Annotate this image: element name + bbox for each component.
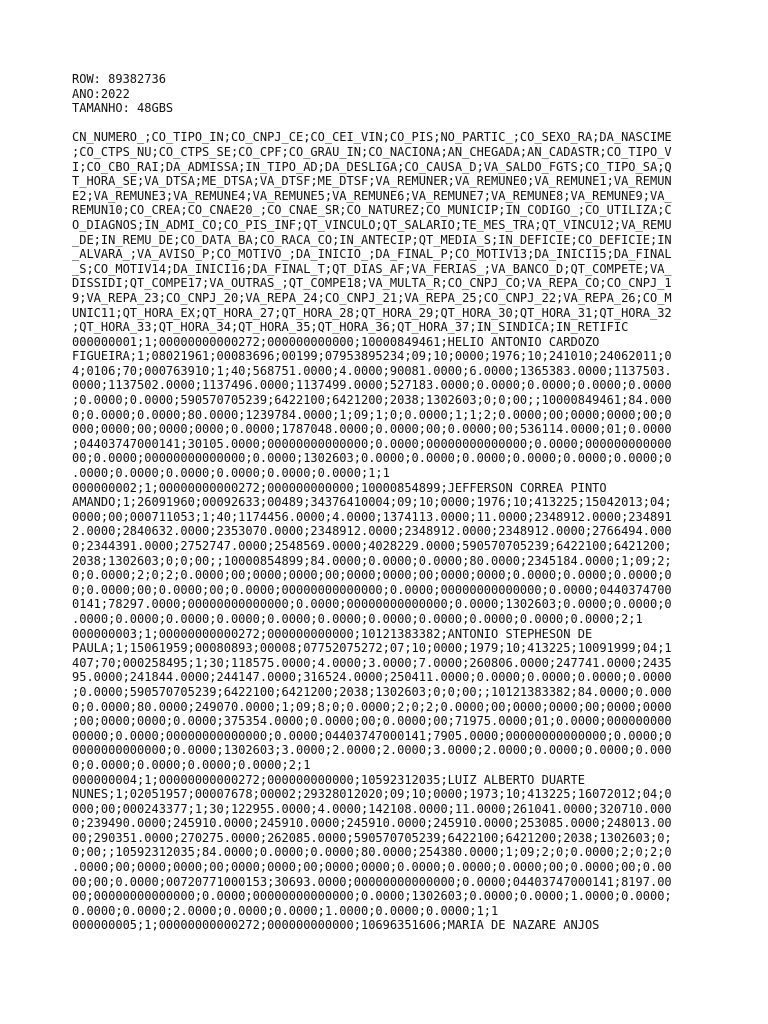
record-line: 0000000000000;0.0000;1302603;3.0000;2.0000;2.0000;3.0000;2.0000;0.0000;0.0000;0.000 — [72, 743, 672, 758]
header-line: CN_NUMERO_;CO_TIPO_IN;CO_CNPJ_CE;CO_CEI_VIN;CO_PIS;NO_PARTIC_;CO_SEXO_RA;DA_NASCIME — [72, 130, 672, 145]
record-line: 0141;78297.0000;00000000000000;0.0000;00000000000000;0.0000;1302603;0.0000;0.0000;0 — [72, 597, 672, 612]
header-line: O_DIAGNOS;IN_ADMI_CO;CO_PIS_INF;QT_VINCULO;QT_SALARIO;TE_MES_TRA;QT_VINCU12;VA_REMU — [72, 217, 672, 232]
record-line: 0;2344391.0000;2752747.0000;2548569.0000;4028229.0000;590570705239;6422100;6421200; — [72, 539, 672, 553]
header-line: ;QT_HORA_33;QT_HORA_34;QT_HORA_35;QT_HORA_36;QT_HORA_37;IN_SINDICA;IN_RETIFIC — [72, 320, 629, 335]
record-line: 00;00000000000000;0.0000;00000000000000;0.0000;1302603;0.0000;0.0000;1.0000;0.0000; — [72, 889, 672, 904]
header-line: 9;VA_REPA_23;CO_CNPJ_20;VA_REPA_24;CO_CNPJ_21;VA_REPA_25;CO_CNPJ_22;VA_REPA_26;CO_M — [72, 290, 672, 305]
header-line: _ALVARA_;VA_AVISO_P;CO_MOTIVO_;DA_INICIO_;DA_FINAL_P;CO_MOTIV13;DA_INICI15;DA_FINAL — [72, 247, 672, 262]
record-line: .0000;00;0000;0000;00;0000;0000;00;0000;0000;0.0000;0.0000;0.0000;00;0.0000;00;0.00 — [72, 860, 672, 875]
record-line: 0;0.0000;00;0.0000;00;0.0000;00000000000000;0.0000;00000000000000;0.0000;0440374700 — [72, 582, 672, 597]
header-line: ;CO_CTPS_NU;CO_CTPS_SE;CO_CPF;CO_GRAU_IN;CO_NACIONA;AN_CHEGADA;AN_CADASTR;CO_TIPO_V — [72, 144, 672, 159]
blank-line — [72, 116, 712, 131]
record-line: ;00;0000;0000;0.0000;375354.0000;0.0000;00;0.0000;00;71975.0000;01;0.0000;000000000 — [72, 714, 672, 729]
record-line: 0;239490.0000;245910.0000;245910.0000;245910.0000;245910.0000;253085.0000;248013.00 — [72, 816, 672, 831]
record-line: 000000003;1;00000000000272;000000000000;10121383382;ANTONIO STEPHESON DE — [72, 626, 593, 641]
record-line: 00;290351.0000;270275.0000;262085.0000;590570705239;6422100;6421200;2038;1302603;0; — [72, 830, 672, 845]
record-line: 000000002;1;00000000000272;000000000000;10000854899;JEFFERSON CORREA PINTO — [72, 480, 607, 495]
record-line: 000000005;1;00000000000272;000000000000;10696351606;MARIA DE NAZARE ANJOS — [72, 918, 600, 933]
record-line: NUNES;1;02051957;00007678;00002;29328012020;09;10;0000;1973;10;413225;16072012;04;0 — [72, 787, 672, 802]
year-label: ANO:2022 — [72, 86, 130, 101]
row-label: ROW: 89382736 — [72, 72, 166, 86]
header-line: E2;VA_REMUNE3;VA_REMUNE4;VA_REMUNE5;VA_REMUNE6;VA_REMUNE7;VA_REMUNE8;VA_REMUNE9;VA_ — [72, 188, 672, 203]
records-block — [72, 335, 712, 933]
record-line: ;0.0000;590570705239;6422100;6421200;2038;1302603;0;0;00;;10121383382;84.0000;0.000 — [72, 684, 672, 699]
record-line: 00;00;0.0000;00720771000153;30693.0000;00000000000000;0.0000;04403747000141;8197.00 — [72, 874, 672, 889]
record-line: 00;0.0000;00000000000000;0.0000;1302603;0.0000;0.0000;0.0000;0.0000;0.0000;0.0000;0 — [72, 451, 672, 466]
record-line: PAULA;1;15061959;00080893;00008;07752075272;07;10;0000;1979;10;413225;10091999;04;1 — [72, 641, 672, 656]
record-line: ;0.0000;0.0000;590570705239;6422100;6421200;2038;1302603;0;0;00;;10000849461;84.000 — [72, 393, 672, 408]
header-line: _DE;IN_REMU_DE;CO_DATA_BA;CO_RACA_CO;IN_ANTECIP;QT_MEDIA_S;IN_DEFICIE;CO_DEFICIE;IN — [72, 232, 672, 247]
record-line: 000000001;1;00000000000272;000000000000;10000849461;HELIO ANTONIO CARDOZO — [72, 334, 600, 349]
record-line: 2.0000;2840632.0000;2353070.0000;2348912.0000;2348912.0000;2348912.0000;2766494.000 — [72, 524, 672, 539]
record-line: 000;00;000243377;1;30;122955.0000;4.0000;142108.0000;11.0000;261041.0000;320710.000 — [72, 801, 672, 816]
header-line: _S;CO_MOTIV14;DA_INICI16;DA_FINAL_T;QT_DIAS_AF;VA_FERIAS_;VA_BANCO_D;QT_COMPETE;VA_ — [72, 261, 672, 276]
record-line: 0;0.0000;0.0000;0.0000;0.0000;2;1 — [72, 757, 311, 772]
record-line: 0;0.0000;2;0;2;0.0000;00;0000;0000;00;0000;0000;00;0000;0000;0.0000;0.0000;0.0000;0 — [72, 568, 672, 583]
record-line: 0;00;;10592312035;84.0000;0.0000;0.0000;80.0000;254380.0000;1;09;2;0;0.0000;2;0;2;0 — [72, 845, 672, 860]
header-line: UNIC11;QT_HORA_EX;QT_HORA_27;QT_HORA_28;QT_HORA_29;QT_HORA_30;QT_HORA_31;QT_HORA_32 — [72, 305, 672, 320]
record-line: 4;0106;70;000763910;1;40;568751.0000;4.0000;90081.0000;6.0000;1365383.0000;1137503. — [72, 363, 672, 378]
column-header-block — [72, 130, 712, 334]
record-line: 0;0.0000;0.0000;80.0000;1239784.0000;1;09;1;0;0.0000;1;1;2;0.0000;00;0000;0000;00;0 — [72, 407, 672, 422]
document-page — [72, 72, 712, 933]
record-line: 000;0000;00;0000;0000;0.0000;1787048.0000;0.0000;00;0.0000;00;536114.0000;01;0.0000 — [72, 422, 672, 437]
record-line: 0000;00;000711053;1;40;1174456.0000;4.0000;1374113.0000;11.0000;2348912.0000;234891 — [72, 509, 672, 524]
record-line: 000000004;1;00000000000272;000000000000;10592312035;LUIZ ALBERTO DUARTE — [72, 772, 585, 787]
record-line: AMANDO;1;26091960;00092633;00489;34376410004;09;10;0000;1976;10;413225;15042013;04; — [72, 495, 672, 510]
header-line: T_HORA_SE;VA_DTSA;ME_DTSA;VA_DTSF;ME_DTSF;VA_REMUNER;VA_REMUNE0;VA_REMUNE1;VA_REMUN — [72, 174, 672, 189]
header-line: I;CO_CBO_RAI;DA_ADMISSA;IN_TIPO_AD;DA_DESLIGA;CO_CAUSA_D;VA_SALDO_FGTS;CO_TIPO_SA;Q — [72, 159, 672, 174]
record-line: 407;70;000258495;1;30;118575.0000;4.0000;3.0000;7.0000;260806.0000;247741.0000;2435 — [72, 655, 672, 670]
record-line: FIGUEIRA;1;08021961;00083696;00199;07953895234;09;10;0000;1976;10;241010;24062011;0 — [72, 349, 672, 364]
record-line: 00000;0.0000;00000000000000;0.0000;04403747000141;7905.0000;00000000000000;0.0000;0 — [72, 728, 672, 743]
size-label: TAMANHO: 48GBS — [72, 101, 174, 116]
record-line: 95.0000;241844.0000;244147.0000;316524.0000;250411.0000;0.0000;0.0000;0.0000;0.0000 — [72, 670, 672, 685]
record-line: 2038;1302603;0;0;00;;10000854899;84.0000;0.0000;0.0000;80.0000;2345184.0000;1;09;2; — [72, 553, 672, 568]
header-line: REMUN10;CO_CREA;CO_CNAE20_;CO_CNAE_SR;CO_NATUREZ;CO_MUNICIP;IN_CODIGO_;CO_UTILIZA;C — [72, 203, 672, 218]
record-line: 0;0.0000;80.0000;249070.0000;1;09;8;0;0.0000;2;0;2;0.0000;00;0000;0000;00;0000;0000 — [72, 699, 672, 714]
record-line: 0000;1137502.0000;1137496.0000;1137499.0000;527183.0000;0.0000;0.0000;0.0000;0.0000 — [72, 378, 672, 393]
record-line: 0.0000;0.0000;2.0000;0.0000;0.0000;1.0000;0.0000;0.0000;1;1 — [72, 903, 499, 918]
record-line: .0000;0.0000;0.0000;0.0000;0.0000;0.0000;0.0000;0.0000;0.0000;0.0000;0.0000;2;1 — [72, 611, 643, 626]
header-line: DISSIDI;QT_COMPE17;VA_OUTRAS_;QT_COMPE18;VA_MULTA_R;CO_CNPJ_CO;VA_REPA_CO;CO_CNPJ_1 — [72, 276, 672, 291]
record-line: .0000;0.0000;0.0000;0.0000;0.0000;0.0000;1;1 — [72, 466, 390, 481]
record-line: ;04403747000141;30105.0000;00000000000000;0.0000;00000000000000;0.0000;000000000000 — [72, 436, 672, 451]
